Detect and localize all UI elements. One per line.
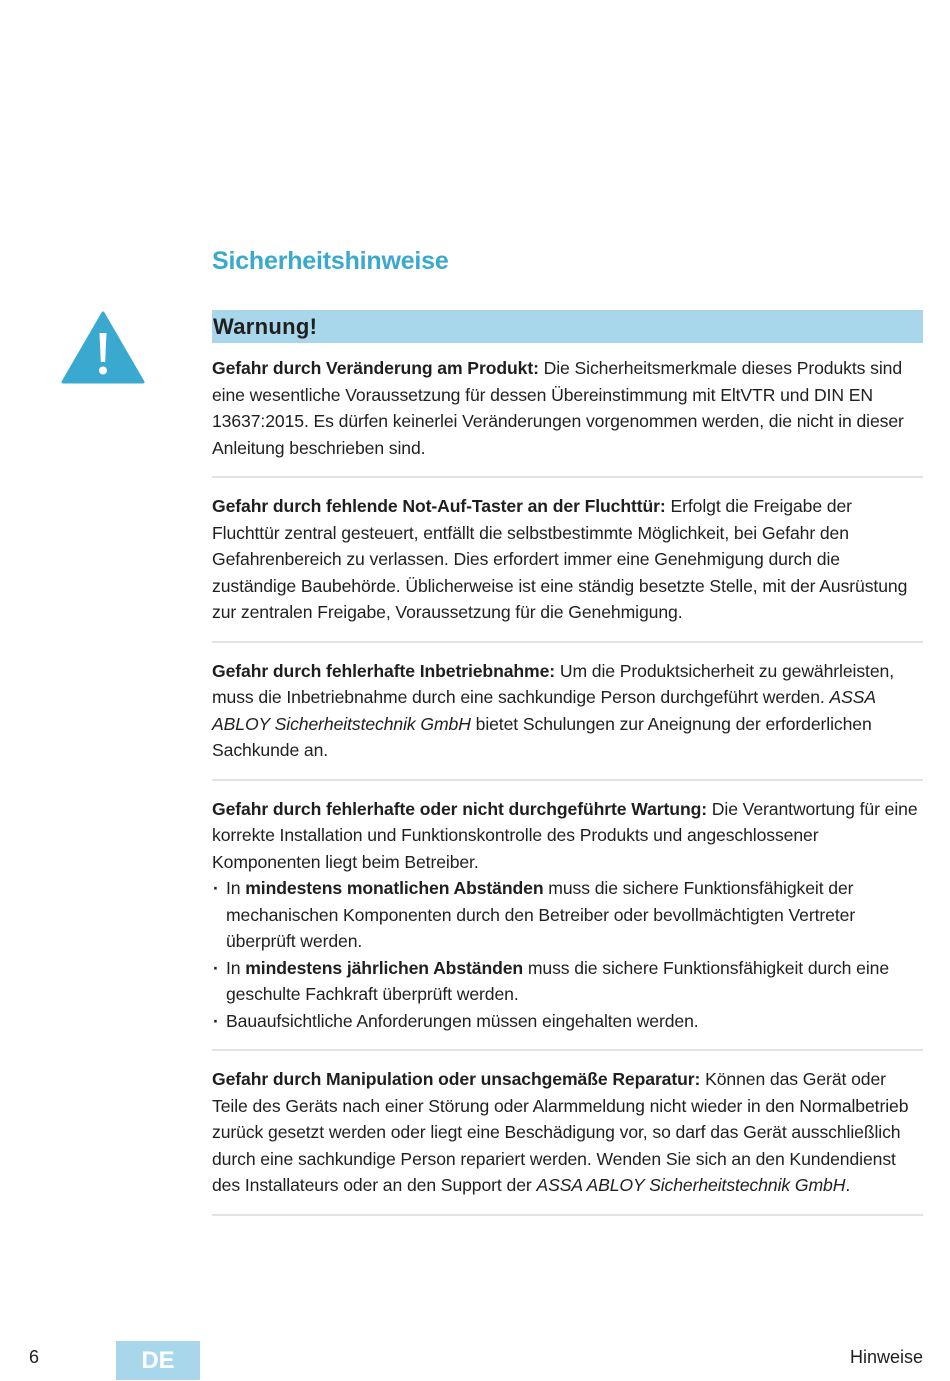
bullet-post: muss die sichere Funktionsfähigkeit der mechanischen Komponenten durch den Betreiber oder bevollmächtigten Vertreter überprüft werden. — [226, 878, 856, 951]
list-item — [212, 1008, 923, 1035]
language-badge: DE — [116, 1341, 200, 1380]
bullet-bold: mindestens monatlichen Abständen — [245, 878, 544, 898]
hazard-block-maintenance — [212, 796, 923, 1052]
hazard-heading: Gefahr durch Veränderung am Produkt: — [212, 358, 539, 378]
hazard-heading: Gefahr durch fehlerhafte Inbetriebnahme: — [212, 660, 556, 681]
hazard-text-after: bietet Schulungen zur Aneignung der erforderlichen Sachkunde an. — [212, 713, 872, 760]
hazard-heading: Gefahr durch fehlerhafte oder nicht durchgeführte Wartung: — [212, 798, 707, 819]
hazard-text: Die Verantwortung für eine korrekte Installation und Funktionskontrolle des Produkts und angeschlossener Komponenten liegt beim Betreiber. — [212, 798, 918, 872]
hazard-block-modification — [212, 355, 923, 478]
hazard-text: Um die Produktsicherheit zu gewährleisten, muss die Inbetriebnahme durch eine sachkundige Person durchgeführt werden. — [212, 660, 895, 707]
footer-section-label: Hinweise — [849, 1347, 923, 1367]
bullet-pre: In — [226, 957, 246, 978]
list-item — [212, 875, 923, 955]
hazard-block-manipulation — [212, 1066, 923, 1216]
company-name: ASSA ABLOY Sicherheitstechnik GmbH — [536, 1175, 846, 1195]
hazard-text: Erfolgt die Freigabe der Fluchttür zentral gesteuert, entfällt die selbstbestimmte Möglichkeit, bei Gefahr den Gefahrenbereich zu verlassen. Dies erfordert immer eine Genehmigung durch die zuständige Baubehörde. Üblicherweise ist eine ständig besetzte Stelle, mit der Ausrüstung zur zentralen Freigabe, Voraussetzung für die Genehmigung. — [212, 496, 908, 622]
warning-triangle-icon — [61, 311, 145, 384]
warning-label: Warnung! — [212, 310, 923, 343]
hazard-block-emergency-button — [212, 493, 923, 643]
bullet-post: muss die sichere Funktionsfähigkeit durch eine geschulte Fachkraft überprüft werden. — [226, 957, 890, 1004]
hazard-block-commissioning — [212, 658, 923, 781]
bullet-post: Bauaufsichtliche Anforderungen müssen eingehalten werden. — [226, 1010, 699, 1031]
hazard-text: Die Sicherheitsmerkmale dieses Produkts sind eine wesentliche Voraussetzung für dessen Übereinstimmung mit EltVTR und DIN EN 13637:2015. Es dürfen keinerlei Veränderungen vorgenommen werden, die nicht in dieser Anleitung beschrieben sind. — [212, 358, 904, 458]
page-number: 6 — [29, 1347, 40, 1367]
safety-content — [212, 310, 923, 1231]
hazard-heading: Gefahr durch Manipulation oder unsachgemäße Reparatur: — [212, 1069, 701, 1089]
section-title: Sicherheitshinweise — [212, 247, 449, 275]
hazard-heading: Gefahr durch fehlende Not-Auf-Taster an der Fluchttür: — [212, 496, 666, 516]
hazard-text: Können das Gerät oder Teile des Geräts nach einer Störung oder Alarmmeldung nicht wieder in den Normalbetrieb zurück gesetzt werden oder liegt eine Beschädigung vor, so darf das Gerät ausschließlich durch eine sachkundige Person repariert werden. Wenden Sie sich an den Kundendienst des Installateurs oder an den Support der — [212, 1069, 909, 1195]
list-item — [212, 955, 923, 1008]
company-name: ASSA ABLOY Sicherheitstechnik GmbH — [212, 687, 876, 734]
hazard-text-after: . — [845, 1175, 851, 1195]
bullet-pre: In — [226, 878, 246, 898]
bullet-bold: mindestens jährlichen Abständen — [245, 957, 524, 978]
maintenance-list — [212, 875, 923, 1034]
